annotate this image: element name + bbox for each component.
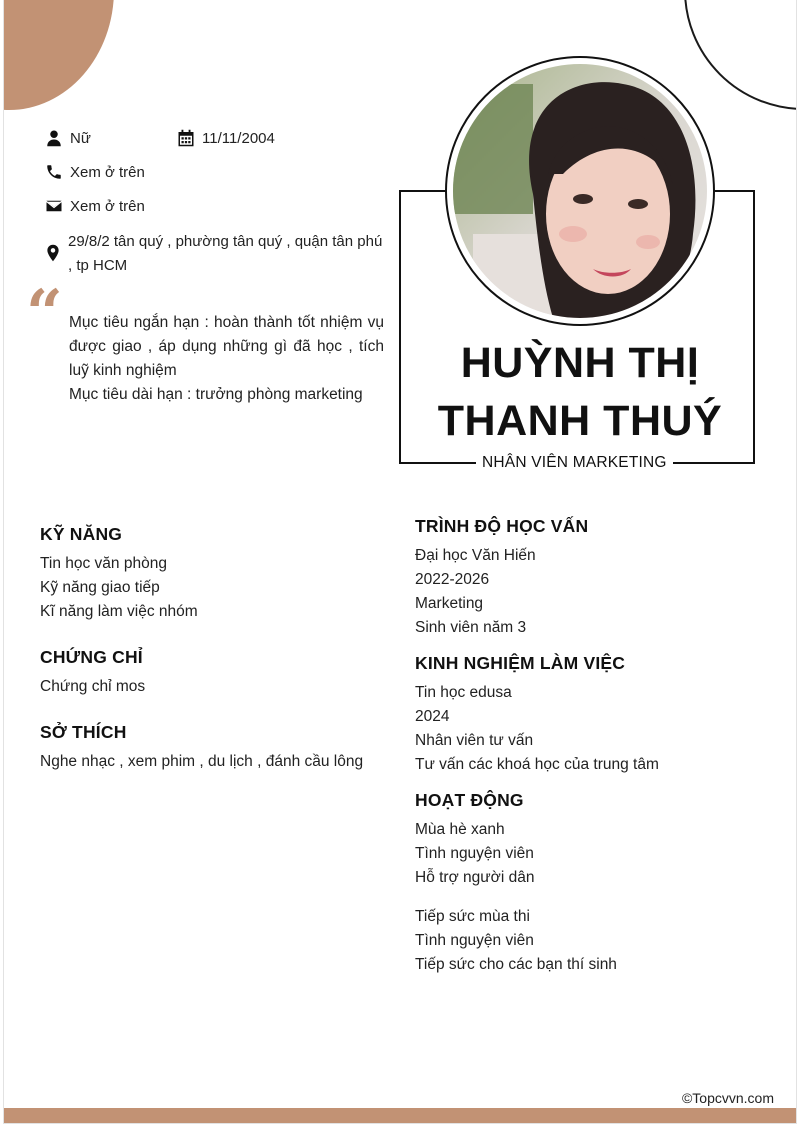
- email-value: Xem ở trên: [70, 197, 145, 215]
- name-line-2: THANH THUÝ: [437, 397, 723, 445]
- decorative-circle-filled: [4, 0, 114, 110]
- mail-icon: [44, 196, 64, 216]
- hobbies-heading: SỞ THÍCH: [40, 722, 127, 742]
- experience-section: [415, 653, 659, 777]
- job-title: NHÂN VIÊN MARKETING: [476, 452, 673, 474]
- gender-value: Nữ: [70, 129, 91, 147]
- hobbies-section: [40, 722, 363, 774]
- address-value: 29/8/2 tân quý , phường tân quý , quận tân phú , tp HCM: [68, 233, 383, 274]
- skill-item: Tin học văn phòng: [40, 555, 167, 572]
- decorative-circle-outline: [684, 0, 796, 110]
- avatar: [453, 64, 707, 318]
- education-item: Sinh viên năm 3: [415, 619, 527, 636]
- activities-section: [415, 790, 617, 977]
- activity-spacer: [415, 890, 617, 905]
- cv-page: [4, 0, 796, 1123]
- experience-item: Tin học edusa: [415, 684, 512, 701]
- certificates-section: [40, 647, 145, 699]
- education-item: Đại học Văn Hiến: [415, 547, 536, 564]
- user-icon: [44, 128, 64, 148]
- education-item: Marketing: [415, 595, 484, 612]
- skills-section: [40, 524, 198, 624]
- objective-long-term: Mục tiêu dài hạn : trưởng phòng marketing: [69, 386, 363, 403]
- phone-icon: [44, 162, 64, 182]
- quote-icon: “: [26, 276, 63, 351]
- career-objectives: [69, 311, 384, 407]
- birthdate-row: [176, 128, 275, 148]
- birthdate-value: 11/11/2004: [202, 129, 275, 147]
- activity-item: Tiếp sức mùa thi: [415, 908, 530, 925]
- activity-item: Mùa hè xanh: [415, 821, 505, 838]
- skills-heading: KỸ NĂNG: [40, 524, 123, 544]
- bottom-accent-bar: [4, 1108, 796, 1123]
- education-section: [415, 516, 588, 640]
- hobby-item: Nghe nhạc , xem phim , du lịch , đánh cầu lông: [40, 753, 364, 770]
- objective-short-term: Mục tiêu ngắn hạn : hoàn thành tốt nhiệm vụ được giao , áp dụng những gì đã học , tích luỹ kinh nghiệm: [69, 314, 384, 379]
- activity-item: Tình nguyện viên: [415, 845, 534, 862]
- experience-heading: KINH NGHIỆM LÀM VIỆC: [415, 653, 626, 673]
- certificate-item: Chứng chỉ mos: [40, 678, 146, 695]
- name-line-1: HUỲNH THỊ: [460, 339, 700, 387]
- address-row: [44, 230, 384, 278]
- activity-item: Hỗ trợ người dân: [415, 869, 535, 886]
- education-item: 2022-2026: [415, 571, 490, 588]
- calendar-icon: [176, 128, 196, 148]
- certificates-heading: CHỨNG CHỈ: [40, 647, 143, 667]
- copyright-text: ©Topcvvn.com: [681, 1090, 774, 1106]
- skill-item: Kĩ năng làm việc nhóm: [40, 603, 198, 620]
- experience-item: 2024: [415, 708, 450, 725]
- phone-row: [44, 162, 145, 182]
- activity-item: Tiếp sức cho các bạn thí sinh: [415, 956, 617, 973]
- gender-row: [44, 128, 91, 148]
- location-pin-icon: [44, 243, 62, 263]
- phone-value: Xem ở trên: [70, 163, 145, 181]
- experience-item: Tư vấn các khoá học của trung tâm: [415, 756, 659, 773]
- full-name: [404, 334, 756, 450]
- activity-item: Tình nguyện viên: [415, 932, 534, 949]
- experience-item: Nhân viên tư vấn: [415, 732, 534, 749]
- email-row: [44, 196, 145, 216]
- activities-heading: HOẠT ĐỘNG: [415, 790, 524, 810]
- education-heading: TRÌNH ĐỘ HỌC VẤN: [415, 516, 589, 536]
- skill-item: Kỹ năng giao tiếp: [40, 579, 160, 596]
